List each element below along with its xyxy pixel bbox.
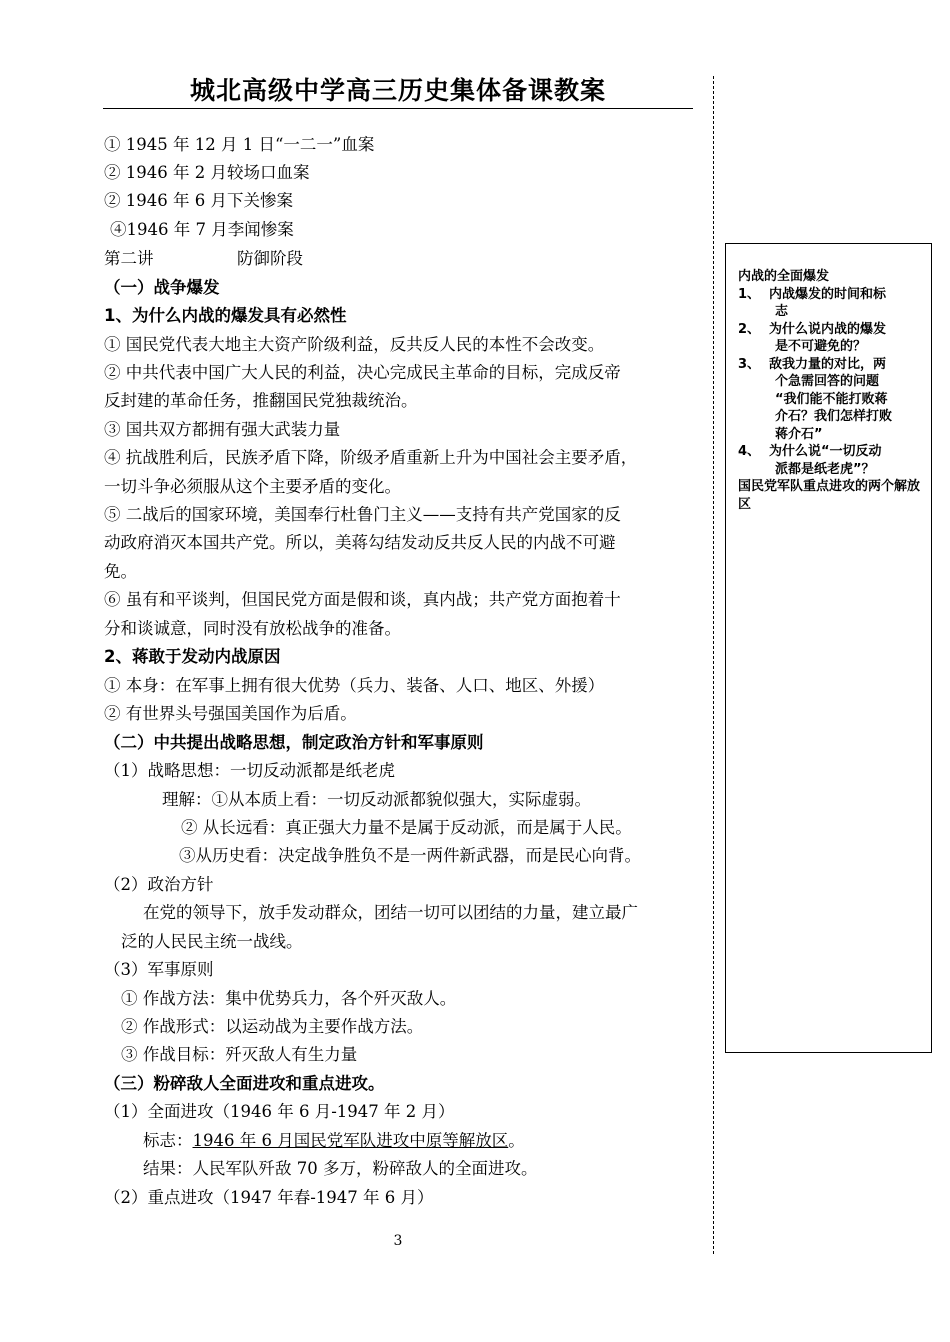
notes-text: 为什么说内战的爆发	[769, 321, 887, 337]
subsection-heading: 1、为什么内战的爆发具有必然性	[104, 306, 347, 325]
notes-text: 内战爆发的时间和标	[769, 286, 887, 302]
text-line: ② 中共代表中国广大人民的利益，决心完成民主革命的目标，完成反帝	[104, 363, 621, 382]
notes-text: 敌我力量的对比，两	[769, 356, 887, 372]
text-line: ① 本身：在军事上拥有很大优势（兵力、装备、人口、地区、外援）	[104, 676, 605, 695]
notes-item-number: 1、	[738, 286, 761, 302]
section-heading: （一）战争爆发	[104, 278, 220, 297]
notes-content	[738, 268, 924, 513]
text-line: 分和谈诚意，同时没有放松战争的准备。	[104, 619, 401, 638]
notes-item-text	[769, 356, 924, 444]
text-line: ② 有世界头号强国美国作为后盾。	[104, 704, 357, 723]
notes-item	[738, 443, 924, 478]
text-line: ③ 作战目标：歼灭敌人有生力量	[121, 1045, 358, 1064]
text-line: ④1946 年 7 月李闻惨案	[110, 220, 294, 239]
lecture-label: 第二讲	[104, 249, 154, 268]
section-heading: （二）中共提出战略思想，制定政治方针和军事原则	[104, 733, 484, 752]
page-title: 城北高级中学高三历史集体备课教案	[189, 76, 606, 105]
notes-item	[738, 356, 924, 444]
section-heading: （三）粉碎敌人全面进攻和重点进攻。	[104, 1074, 385, 1093]
page-number: 3	[393, 1233, 403, 1249]
text-line: 泛的人民民主统一战线。	[121, 932, 303, 951]
text-line: ⑤ 二战后的国家环境，美国奉行杜鲁门主义——支持有共产党国家的反	[104, 505, 621, 524]
text-line: 在党的领导下，放手发动群众，团结一切可以团结的力量，建立最广	[143, 903, 638, 922]
binding-cut-line	[713, 76, 714, 1254]
notes-item-number: 2、	[738, 321, 761, 337]
notes-item	[738, 286, 924, 321]
notes-text: 个急需回答的问题	[775, 374, 880, 389]
subsection-heading: 2、蒋敢于发动内战原因	[104, 647, 281, 666]
notes-text: 志	[775, 304, 789, 319]
text-line: ③ 国共双方都拥有强大武装力量	[104, 420, 341, 439]
notes-text: 派都是纸老虎”？	[775, 461, 875, 477]
text-label: 标志：	[143, 1131, 193, 1150]
text-line: ① 国民党代表大地主大资产阶级利益，反共反人民的本性不会改变。	[104, 335, 605, 354]
text-line: 免。	[104, 562, 137, 581]
notes-text: 是不可避免的？	[775, 339, 867, 354]
text-line: ⑥ 虽有和平谈判，但国民党方面是假和谈，真内战；共产党方面抱着十	[104, 590, 621, 609]
text-line: ② 从长远看：真正强大力量不是属于反动派，而是属于人民。	[181, 818, 632, 837]
notes-text: 为什么说“一切反动	[769, 444, 882, 459]
notes-item-number: 4、	[738, 444, 761, 459]
text-line: ② 1946 年 6 月下关惨案	[104, 191, 293, 210]
notes-footer: 国民党军队重点进攻的两个解放区	[738, 479, 921, 512]
text-line: 一切斗争必须服从这个主要矛盾的变化。	[104, 477, 401, 496]
notes-heading: 内战的全面爆发	[738, 269, 830, 284]
notes-item	[738, 321, 924, 356]
text-line: （3）军事原则	[104, 960, 214, 979]
text-line: （2）政治方针	[104, 875, 214, 894]
text-line: ② 1946 年 2 月较场口血案	[104, 163, 310, 182]
text-line: ① 作战方法：集中优势兵力，各个歼灭敌人。	[121, 989, 457, 1008]
text-line: ③从历史看：决定战争胜负不是一两件新武器，而是民心向背。	[179, 846, 641, 865]
text-line	[143, 1130, 525, 1154]
text-line: ② 作战形式：以运动战为主要作战方法。	[121, 1017, 424, 1036]
notes-text: “我们能不能打败蒋	[775, 391, 888, 407]
text-line: 反封建的革命任务，推翻国民党独裁统治。	[104, 391, 418, 410]
text-line: 结果：人民军队歼敌 70 多万，粉碎敌人的全面进攻。	[143, 1159, 538, 1178]
text-line: （2）重点进攻（1947 年春-1947 年 6 月）	[104, 1188, 434, 1207]
notes-text: 蒋介石”	[775, 426, 823, 442]
underlined-text: 1946 年 6 月国民党军队进攻中原等解放区	[192, 1131, 509, 1150]
text-line: （1）全面进攻（1946 年 6 月-1947 年 2 月）	[104, 1102, 455, 1121]
title-underline	[103, 108, 693, 109]
text-punct: 。	[508, 1131, 525, 1150]
lecture-title: 防御阶段	[237, 249, 303, 268]
text-line: ① 1945 年 12 月 1 日“一二一”血案	[104, 135, 375, 154]
notes-item-text	[769, 443, 924, 478]
notes-text: 介石？我们怎样打败	[775, 409, 893, 424]
text-line: （1）战略思想：一切反动派都是纸老虎	[104, 761, 395, 780]
notes-item-text	[769, 321, 924, 356]
notes-item-text	[769, 286, 924, 321]
text-line: ④ 抗战胜利后，民族矛盾下降，阶级矛盾重新上升为中国社会主要矛盾，	[104, 448, 638, 467]
notes-item-number: 3、	[738, 356, 761, 372]
text-line: 动政府消灭本国共产党。所以，美蒋勾结发动反共反人民的内战不可避	[104, 533, 616, 552]
text-line: 理解：①从本质上看：一切反动派都貌似强大，实际虚弱。	[162, 790, 591, 809]
